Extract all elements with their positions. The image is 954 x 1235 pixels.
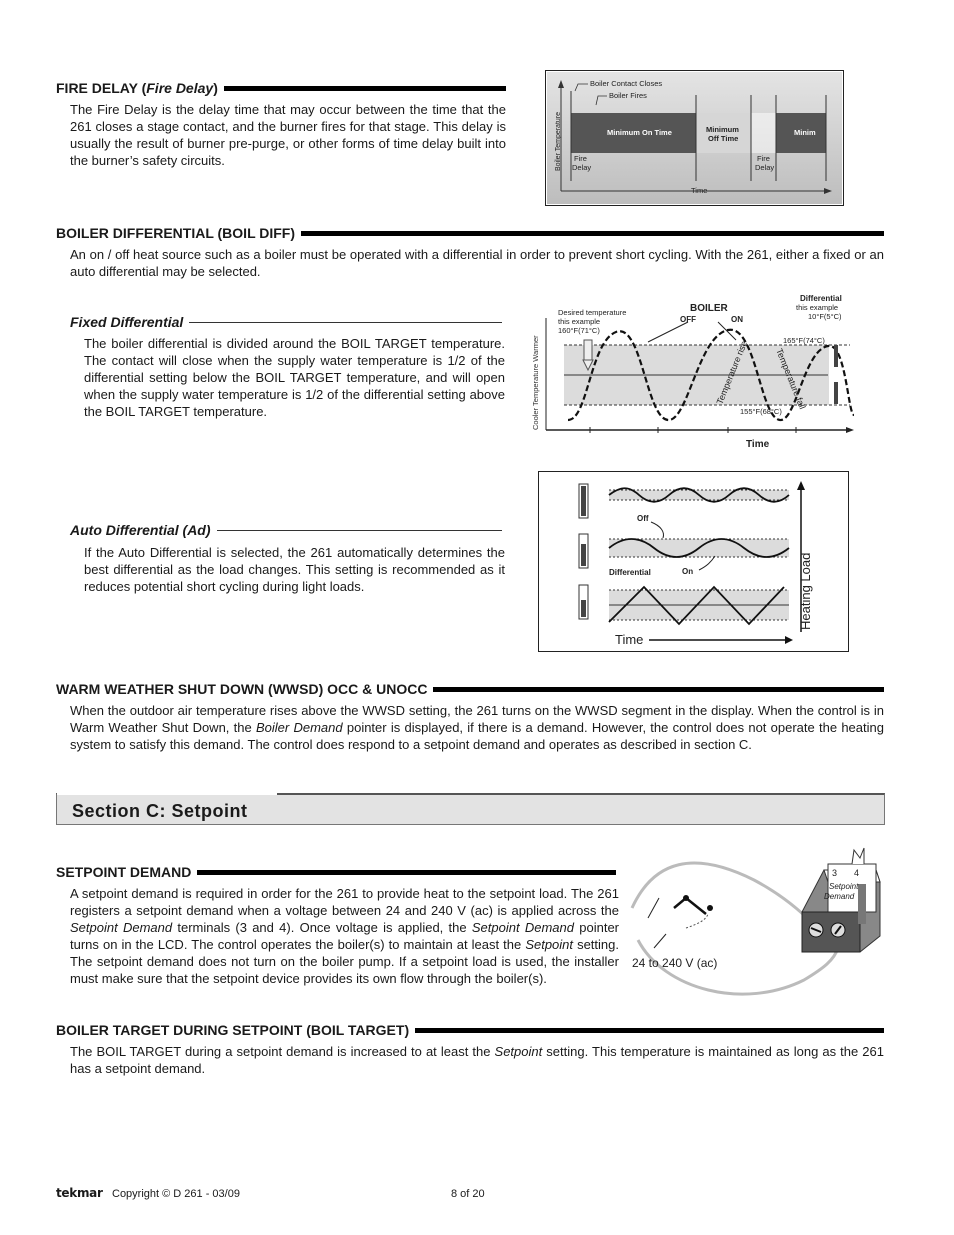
minimum-trunc-label: Minim (794, 128, 816, 137)
minimum-on-time-label: Minimum On Time (607, 128, 672, 137)
auto-differential-figure (538, 471, 849, 652)
setpoint-demand-body (70, 885, 619, 987)
fixed-differential-title (70, 314, 502, 330)
wwsd-body (70, 702, 884, 753)
heading-rule (197, 870, 616, 875)
boiler-label: BOILER (690, 303, 728, 314)
body-italic: Boiler Demand (255, 720, 343, 735)
temperature-fall-label: Temperature fall (774, 347, 808, 411)
off-label: OFF (680, 315, 696, 324)
section-title: Section C: Setpoint (72, 801, 248, 821)
boiler-differential-heading (56, 225, 884, 241)
heading-text: BOILER TARGET DURING SETPOINT (BOIL TARGET) (56, 1022, 410, 1038)
body-italic: Setpoint Demand (70, 920, 173, 935)
boiler-fires-label: Boiler Fires (609, 91, 647, 100)
heading-text: SETPOINT DEMAND (56, 864, 192, 880)
heading-rule (224, 86, 506, 91)
setpoint-wiring-diagram (624, 840, 888, 1008)
setpoint-demand-heading (56, 864, 616, 880)
wwsd-heading (56, 681, 884, 697)
fire-label-2: Fire (757, 154, 770, 163)
heading-text: BOILER DIFFERENTIAL (BOIL DIFF) (56, 225, 296, 241)
desired-label-2: this example (558, 317, 601, 326)
section-c-banner (56, 793, 885, 825)
boil-target-body (70, 1043, 884, 1077)
fire-label-1: Fire (574, 154, 587, 163)
differential-label: Differential (609, 568, 651, 577)
boiler-temperature-label: Boiler Temperature (555, 111, 562, 171)
high-temp-label: 165°F(74°C) (783, 336, 825, 345)
desired-label-1: Desired temperature (558, 308, 627, 317)
time-label: Time (746, 439, 770, 450)
fire-delay-heading (56, 80, 506, 96)
page-number: 8 of 20 (451, 1188, 485, 1200)
body-text: terminals (3 and 4). Once voltage is applied, the (172, 920, 472, 935)
subheading-text: Fixed Differential (70, 314, 184, 330)
setpoint-label-1: Setpoint (829, 882, 859, 891)
on-label: ON (731, 315, 743, 324)
fixed-differential-figure (528, 290, 858, 452)
body-text: When the outdoor air temperature rises above the WWSD setting, the 261 turns on the WWSD segment in the display. When the control is in Warm Weather Shut Down, the (70, 703, 884, 735)
fire-delay-figure (545, 70, 844, 206)
off-label: Off (637, 514, 649, 523)
time-label: Time (691, 186, 708, 195)
heading-rule (415, 1028, 884, 1033)
body-italic: Setpoint Demand (471, 920, 574, 935)
differential-label-3: 10°F(5°C) (808, 312, 842, 321)
boil-target-heading (56, 1022, 884, 1038)
heading-italic: Fire Delay (146, 80, 214, 96)
auto-differential-title (70, 522, 502, 538)
body-text: pointer turns on in the LCD. The control operates the boiler(s) to maintain at least the (70, 920, 620, 952)
fire-delay-diagram (546, 71, 843, 205)
heading-text: WARM WEATHER SHUT DOWN (WWSD) OCC & UNOCC (56, 681, 428, 697)
differential-label-1: Differential (800, 294, 842, 303)
body-text: A setpoint demand is required in order for the 261 to provide heat to the setpoint load. The 261 registers a setpoint demand when a voltage between 24 and 240 V (ac) is applied across the (70, 886, 619, 918)
minimum-off-label-1: Minimum (706, 125, 739, 134)
body-italic: Setpoint (525, 937, 574, 952)
heating-load-label: Heating Load (798, 552, 813, 630)
heading-rule (301, 231, 884, 236)
subheading-rule (217, 530, 502, 531)
minimum-off-label-2: Off Time (708, 134, 739, 143)
body-text: setting. This temperature is maintained as long as the 261 has a setpoint demand. (70, 1044, 884, 1076)
cooler-warmer-label: Cooler Temperature Warmer (531, 335, 540, 430)
subheading-rule (189, 322, 502, 323)
body-text: The BOIL TARGET during a setpoint demand is increased to at least the (70, 1044, 495, 1059)
time-label: Time (615, 632, 644, 647)
temperature-rise-label: Temperature rise (714, 339, 750, 406)
voltage-label: 24 to 240 V (ac) (632, 956, 718, 970)
body-text: pointer is displayed, if there is a demand. However, the control does not operate the heating system to satisfy this demand. The control does respond to a setpoint demand and operates as described in section C. (70, 720, 884, 752)
copyright-text: Copyright © D 261 - 03/09 (112, 1188, 240, 1200)
heading-text: FIRE DELAY ( (56, 80, 147, 96)
terminal-3-label: 3 (832, 868, 838, 878)
body-italic: Setpoint (494, 1044, 543, 1059)
tekmar-logo: tekmar (56, 1186, 103, 1200)
heading-text: ) (213, 80, 218, 96)
fixed-differential-diagram (528, 290, 858, 452)
boiler-differential-body: An on / off heat source such as a boiler must be operated with a differential in order to prevent short cycling. With the 261, either a fixed or an auto differential may be selected. (70, 247, 884, 279)
heading-rule (433, 687, 884, 692)
terminal-4-label: 4 (854, 868, 860, 878)
subheading-text: Auto Differential (Ad) (70, 522, 211, 538)
setpoint-label-2: Demand (824, 892, 855, 901)
contact-closes-label: Boiler Contact Closes (590, 79, 663, 88)
fire-delay-body: The Fire Delay is the delay time that may occur between the time that the 261 closes a stage contact, and the burner fires for that stage. This delay is usually the result of burner pre-purge, or other forms of time delay built into the burner’s safety circuits. (70, 102, 506, 168)
differential-label-2: this example (796, 303, 839, 312)
desired-label-3: 160°F(71°C) (558, 326, 600, 335)
auto-differential-diagram (539, 472, 848, 651)
fixed-differential-body: The boiler differential is divided around the BOIL TARGET temperature. The contact will close when the supply water temperature is 1/2 of the differential setting below the BOIL TARGET temperature, and will open when the supply water temperature is 1/2 of the differential setting above the BOIL TARGET temperature. (84, 336, 505, 419)
delay-label-1: Delay (572, 163, 592, 172)
setpoint-demand-figure (624, 840, 888, 1008)
delay-label-2: Delay (755, 163, 775, 172)
auto-differential-body: If the Auto Differential is selected, the 261 automatically determines the best differential as the load changes. This setting is recommended as it reduces potential short cycling during light loads. (84, 545, 505, 594)
on-label: On (682, 567, 694, 576)
body-text: setting. The setpoint demand does not turn on the boiler pump. If a setpoint load is used, the installer must make sure that the setpoint device provides its own flow through the boiler(s). (70, 937, 619, 986)
low-temp-label: 155°F(68°C) (740, 407, 782, 416)
